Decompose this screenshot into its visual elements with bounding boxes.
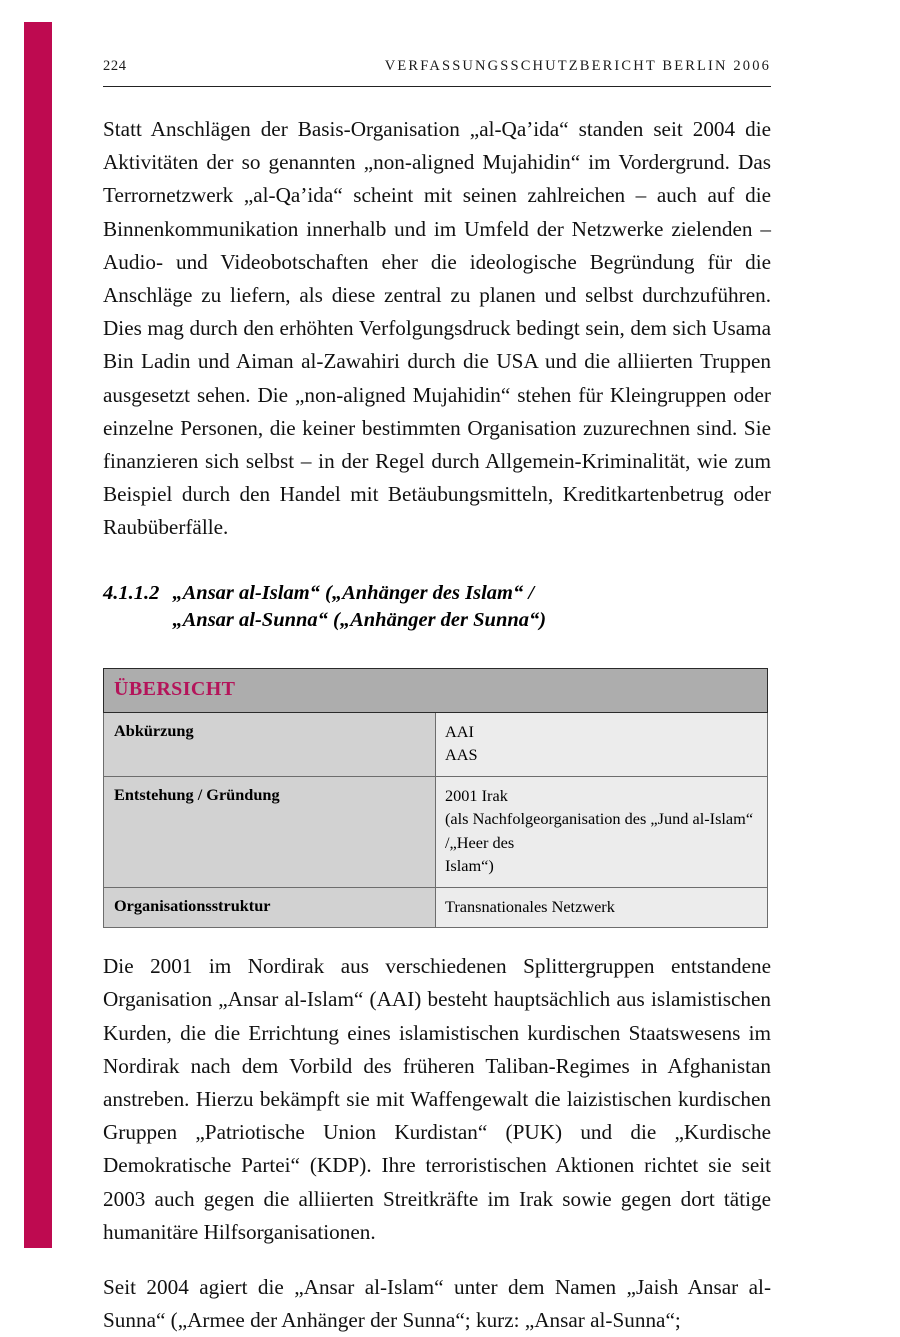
header-rule <box>103 86 771 87</box>
table-caption-row <box>104 668 768 712</box>
running-header <box>103 0 771 88</box>
row-value-entstehung <box>436 776 768 887</box>
section-title-line-2: „Ansar al-Sunna“ („Anhänger der Sunna“) <box>172 608 547 631</box>
table-row <box>104 776 768 887</box>
section-title-line-1: „Ansar al-Islam“ („Anhänger des Islam“ / <box>172 581 535 604</box>
section-heading <box>103 580 771 634</box>
section-title <box>172 580 771 634</box>
page-content-column <box>103 0 771 1337</box>
paragraph-intro: Statt Anschlägen der Basis-Organisation „al-Qa’ida“ standen seit 2004 die Aktivitäten der so genannten „non-aligned Mujahidin“ im Vordergrund. Das Terrornetzwerk „al-Qa’ida“ scheint mit seinen zahlreichen – auch auf die Binnenkommunikation innerhalb und im Umfeld der Netzwerke zielenden – Audio- und Videobotschaften eher die ideologische Begründung für die Anschläge zu liefern, als diese zentral zu planen und selbst durchzuführen. Dies mag durch den erhöhten Verfolgungsdruck bedingt sein, dem sich Usama Bin Ladin und Aiman al-Zawahiri durch die USA und die alliierten Truppen ausgesetzt sehen. Die „non-aligned Mujahidin“ stehen für Kleingruppen oder einzelne Personen, die keiner bestimmten Organisation zuzurechnen sind. Sie finanzieren sich selbst – in der Regel durch Allgemein-Kriminalität, wie zum Beispiel durch den Handel mit Betäubungsmitteln, Kreditkartenbetrug oder Raubüberfälle. <box>103 117 771 540</box>
row-value-abkuerzung <box>436 712 768 776</box>
paragraph-after-table: Die 2001 im Nordirak aus verschiedenen Splittergruppen entstandene Organisation „Ansar al-Islam“ (AAI) besteht hauptsächlich aus islamistischen Kurden, die die Errichtung eines islamistischen kurdischen Staatswesens im Nordirak nach dem Vorbild des früheren Taliban-Regimes in Afghanistan anstreben. Hierzu bekämpft sie mit Waffengewalt die laizistischen kurdischen Gruppen „Patriotische Union Kurdistan“ (PUK) und die „Kurdische Demokratische Partei“ (KDP). Ihre terroristischen Aktionen richtet sie seit 2003 auch gegen die alliierten Streitkräfte im Irak sowie gegen dort tätige humanitäre Hilfsorganisationen. <box>103 954 771 1244</box>
paragraph-last: Seit 2004 agiert die „Ansar al-Islam“ unter dem Namen „Jaish Ansar al-Sunna“ („Armee der Anhänger der Sunna“; kurz: „Ansar al-Sunna“; <box>103 1274 771 1333</box>
value-line: 2001 Irak <box>445 785 508 805</box>
table-row <box>104 887 768 928</box>
value-line: AAS <box>445 745 478 765</box>
row-label-abkuerzung: Abkürzung <box>104 712 436 776</box>
page-accent-bar <box>24 22 52 1248</box>
value-line: Transnationales Netzwerk <box>445 896 615 916</box>
row-label-organisationsstruktur: Organisationsstruktur <box>104 887 436 928</box>
section-number: 4.1.1.2 <box>103 581 160 604</box>
page-number: 224 <box>103 58 127 74</box>
row-value-organisationsstruktur <box>436 887 768 928</box>
table-caption-cell <box>104 668 768 712</box>
table-caption-label: ÜBERSICHT <box>114 677 236 700</box>
table-row <box>104 712 768 776</box>
value-line: (als Nachfolgeorganisation des „Jund al-Islam“ /„Heer des <box>445 809 754 852</box>
value-line: Islam“) <box>445 856 494 876</box>
overview-table <box>103 668 768 929</box>
row-label-entstehung: Entstehung / Gründung <box>104 776 436 887</box>
value-line: AAI <box>445 721 474 741</box>
running-title: VERFASSUNGSSCHUTZBERICHT BERLIN 2006 <box>384 58 771 74</box>
